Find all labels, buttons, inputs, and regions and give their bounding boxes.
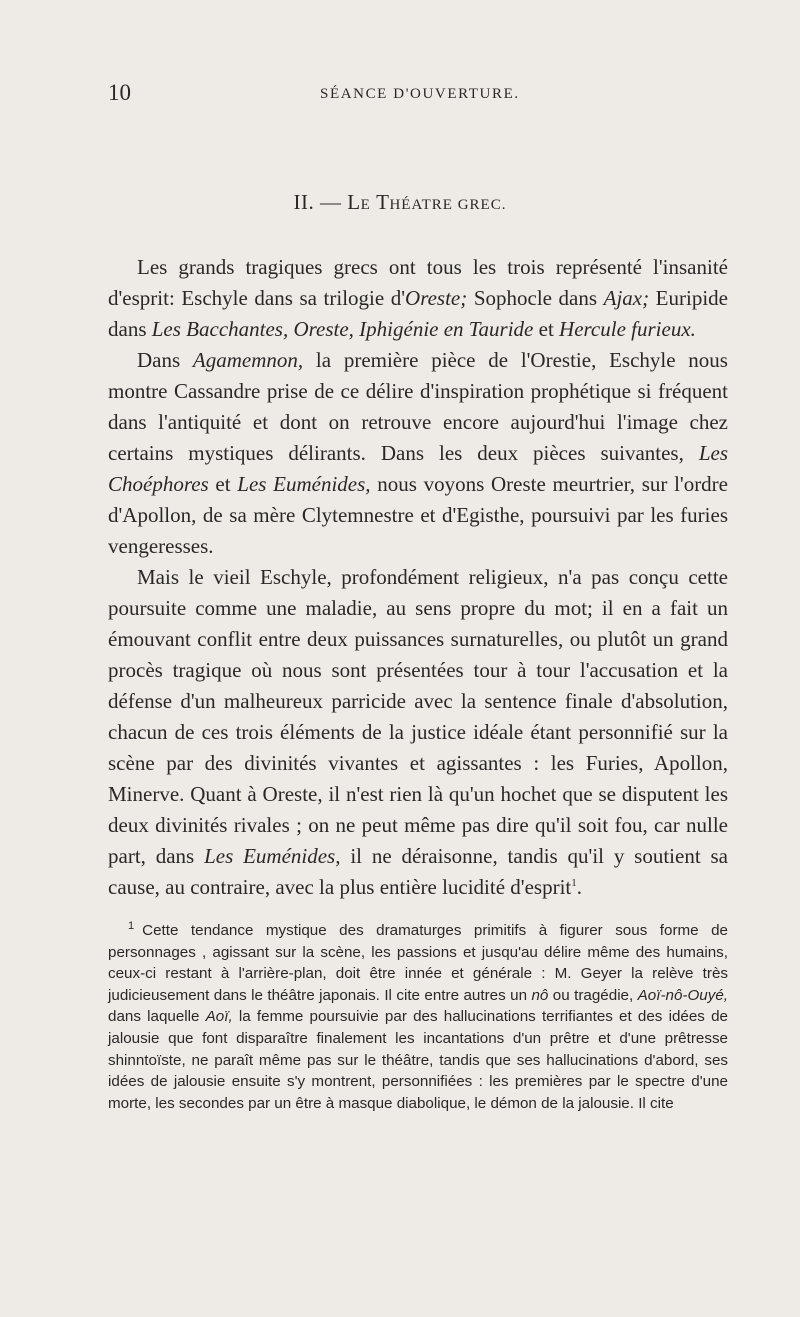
italic-term: nô [531,986,549,1004]
text-run: Cette tendance mystique des dramaturges primitifs à figurer sous forme de personnages , agissant sur la scène, les passions et jusqu'au délire même des humains, ceux-ci restant à l'arrière-plan, doit être innée et générale : M. Geyer la relève très judicieusement dans le théâtre japonais. Il cite entre autres un [108,922,728,1004]
paragraph-1 [108,252,728,345]
text-run: Dans [137,348,193,372]
page-header [108,80,728,110]
text-run: il ne déraisonne, tandis qu'il y soutient sa cause, au contraire, avec la plus entière lucidité d'esprit [108,844,728,899]
footnote-1 [108,920,728,1114]
running-head: SÉANCE D'OUVERTURE. [320,86,520,102]
italic-title: Les Euménides, [204,844,341,868]
italic-title: Les Euménides, [237,472,371,496]
footnotes [108,920,728,1114]
paragraph-3 [108,562,728,903]
section-title-part: E [360,197,371,213]
section-title-part: T [370,190,390,214]
page-number: 10 [108,80,131,105]
text-run: . [576,875,582,899]
text-run: nous voyons Oreste meurtrier, sur l'ordre d'Apollon, de sa mère Clytemnestre et d'Egisthe, poursuivi par les furies vengeresses. [108,472,729,558]
italic-title: Les Choéphores [108,441,728,496]
footnote-reference[interactable]: 1 [571,877,577,889]
text-run: Euripide dans [108,286,728,341]
text-run: la femme poursuivie par des hallucinations terrifiantes et des idées de jalousie que font disparaître finalement les incantations d'un prêtre et d'une prêtresse shinntoïste, ne paraît même pas sur le théâtre, tandis que ses hallucinations d'abord, ses idées de jalousie ensuite s'y montrent, personnifiées : les premières par le spectre d'une morte, les secondes par un être à masque diabolique, le démon de la jalousie. Il cite [108,1008,728,1112]
paragraph-2 [108,345,728,562]
italic-title: Hercule furieux. [559,317,696,341]
text-run: Les grands tragiques grecs ont tous les trois représenté l'insanité d'esprit: Eschyle dans sa trilogie d' [108,255,728,310]
text-run: la première pièce de l'Orestie, Eschyle nous montre Cassandre prise de ce délire d'inspiration prophétique si fréquent dans l'antiquité et dont on retrouve encore aujourd'hui l'image chez certains mystiques délirants. Dans les deux pièces suivantes, [108,348,728,465]
text-run: et [533,317,560,341]
italic-title: Agamemnon, [192,348,304,372]
section-title [0,190,800,215]
section-title-part: HÉATRE GREC. [389,197,507,213]
italic-title: Ajax; [603,286,650,310]
italic-title: Oreste; [405,286,468,310]
italic-term: Aoï, [205,1008,233,1026]
footnote-mark: 1 [128,919,135,932]
text-run: ou tragédie, [548,986,638,1004]
italic-title: Les Bacchantes, Oreste, Iphigénie en Tauride [151,317,534,341]
body-text [108,252,728,903]
text-run: dans laquelle [108,1008,206,1026]
text-run: Mais le vieil Eschyle, profondément religieux, n'a pas conçu cette poursuite comme une maladie, au sens propre du mot; il en a fait un émouvant conflit entre deux puissances surnaturelles, ou plutôt un grand procès tragique où nous sont présentées tour à tour l'accusation et la défense d'un malheureux parricide avec la sentence finale d'absolution, chacun de ces trois éléments de la justice idéale étant personnifié sur la scène par des divinités vivantes et agissantes : les Furies, Apollon, Minerve. Quant à Oreste, il n'est rien là qu'un hochet que se disputent les deux divinités rivales ; on ne peut même pas dire qu'il soit fou, car nulle part, dans [108,565,728,868]
section-numeral: II. — L [293,190,361,214]
text-run: et [208,472,238,496]
italic-title: Aoï-nô-Ouyé, [637,986,728,1004]
text-run: Sophocle dans [467,286,604,310]
